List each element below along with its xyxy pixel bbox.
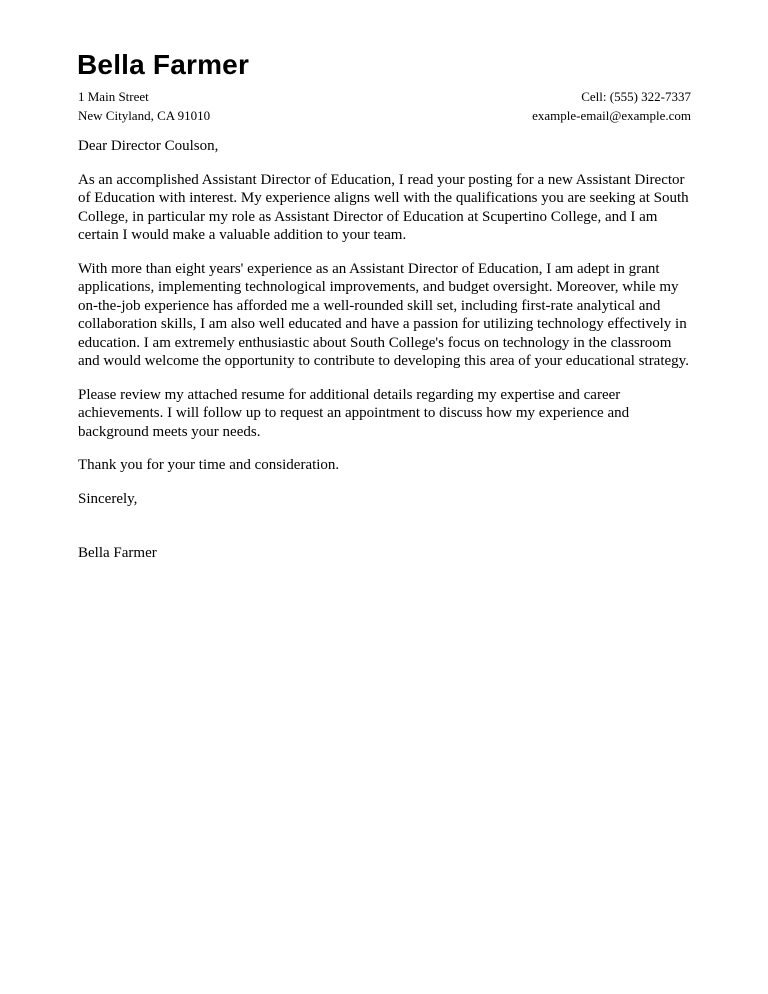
email-address: example-email@example.com (532, 108, 691, 123)
sender-name: Bella Farmer (77, 49, 250, 80)
salutation: Dear Director Coulson, (78, 138, 219, 154)
closing: Sincerely, (78, 490, 138, 507)
phone-number: Cell: (555) 322-7337 (581, 89, 691, 104)
address-line-1: 1 Main Street (78, 89, 149, 104)
address-line-2: New Cityland, CA 91010 (78, 108, 211, 123)
paragraph-2: With more than eight years' experience as an Assistant Director of Education, I am adept in grant applications, implementing technological improvements, and budget oversight. Moreover, while my on-the-job experience has afforded me a well-rounded skill set, including first-rate analytical and collaboration skills, I am also well educated and have a passion for utilizing technology effectively in education. I am extremely enthusiastic about South College's focus on technology in the classroom and would welcome the opportunity to contribute to developing this area of your educational strategy. (78, 260, 689, 369)
contact-row-1 (78, 89, 691, 105)
signature: Bella Farmer (78, 545, 157, 561)
paragraph-3: Please review my attached resume for additional details regarding my expertise and career achievements. I will follow up to request an appointment to discuss how my experience and background meets your needs. (78, 386, 630, 440)
paragraph-4: Thank you for your time and consideration. (78, 457, 340, 473)
contact-row-2 (78, 108, 691, 124)
paragraph-1: As an accomplished Assistant Director of Education, I read your posting for a new Assistant Director of Education with interest. My experience aligns well with the qualifications you are seeking at South College, in particular my role as Assistant Director of Education at Scupertino College, and I am certain I would make a valuable addition to your team. (78, 171, 689, 243)
letter-body (78, 137, 694, 578)
